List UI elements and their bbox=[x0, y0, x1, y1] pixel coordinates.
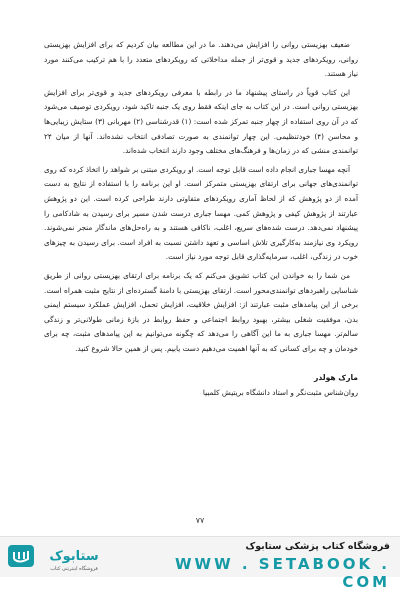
paragraph-4: من شما را به خواندن این کتاب تشویق می‌کنم که یک برنامه برای ارتقای بهزیستی روانی از طریق شناسایی راهبردهای توانمندی‌محور است. ارتقای بهزیستی با دامنهٔ گسترده‌ای از نتایج مثبت همراه است. برخی از این پیامدهای مثبت عبارتند از: افزایش خلاقیت، افزایش تحمل، افزایش عملکرد سیستم ایمنی بدن، موفقیت شغلی بیشتر، بهبود روابط اجتماعی و حفظ روابط در بازهٔ زمانی طولانی‌تر و زندگی سالم‌تر. مهسا جباری به ما این آگاهی را می‌دهد که چگونه می‌توانیم به این پیامدهای مثبت، چه برای خودمان و چه برای کسانی که به آنها اهمیت می‌دهیم دست یابیم. پس از همین حالا شروع کنید. bbox=[44, 270, 358, 353]
paragraph-2: این کتاب قویاً در راستای پیشنهاد ما در رابطه با معرفی رویکردهای جدید و قوی‌تر برای افزایش بهزیستی روانی است. در این کتاب به جای اینکه فقط روی یک جنبه تاکید شود، رویکردی توصیف می‌شود که در آن روی استفاده از چهار جنبه تمرکز شده است: (۱) قدرشناسی (۲) مهربانی (۳) ستایش زیبایی‌ها و محاسن (۴) خودتنظیمی. این چهار توانمندی به صورت تصادفی انتخاب نشده‌اند. آنها از میان ۲۴ توانمندی منشی که در زمان‌ها و فرهنگ‌های مختلف وجود دارند انتخاب شده‌اند. bbox=[44, 87, 358, 156]
signature-block bbox=[44, 370, 358, 400]
logo-wordmark: ستابوک bbox=[49, 549, 99, 564]
page-number: ۷۷ bbox=[195, 516, 205, 525]
paragraph-1: ضعیف بهزیستی روانی را افزایش می‌دهند. ما در این مطالعه بیان کردیم که برای افزایش بهزیستی روانی، رویکردهای جدید و قوی‌تر از جمله مداخلاتی که رویکردهای متعدد را با هم ترکیب می‌کنند مورد نیاز هستند. bbox=[44, 40, 358, 79]
setabook-logo bbox=[8, 543, 118, 573]
store-footer-banner bbox=[0, 536, 400, 591]
store-title: فروشگاه کتاب پزشکی ستابوک bbox=[245, 541, 390, 552]
signature-name: مارک هولدر bbox=[314, 373, 358, 383]
signature-role: روان‌شناس مثبت‌نگر و استاد دانشگاه بریتیش کلمبیا bbox=[202, 388, 358, 398]
logo-subtitle: فروشگاه اینترنتی کتاب bbox=[50, 566, 98, 572]
page-body bbox=[44, 38, 358, 400]
store-url-link[interactable]: WWW . SETABOOK . COM bbox=[175, 555, 390, 591]
paragraph-3: آنچه مهسا جباری انجام داده است قابل توجه است. او رویکردی مبتنی بر شواهد را اتخاذ کرده که روی توانمندی‌های جهانی برای ارتقای بهزیستی متمرکز است. او این برنامه را با استفاده از نتایج به دست آمده از دو پژوهش که از لحاظ آماری رویکردهای متفاوتی دارند طراحی کرده است. این دو پژوهش عبارتند از پژوهش کیفی و پژوهش کمی. مهسا جباری درست شدن مسیر برای رسیدن به شادکامی را پیشنهاد نمی‌دهد. درست شده‌های سریع، اغلب، ناکافی هستند و به راه‌حل‌های ماندگار منجر نمی‌شوند. رویکرد وی نیازمند به‌کارگیری تلاش اساسی و تعهد داشتن نسبت به افراد است. برای رسیدن به چیزهای خوب در زندگی، اغلب، سرمایه‌گذاری قابل توجه مورد نیاز است. bbox=[44, 164, 358, 262]
setabook-logo-icon bbox=[8, 543, 118, 573]
